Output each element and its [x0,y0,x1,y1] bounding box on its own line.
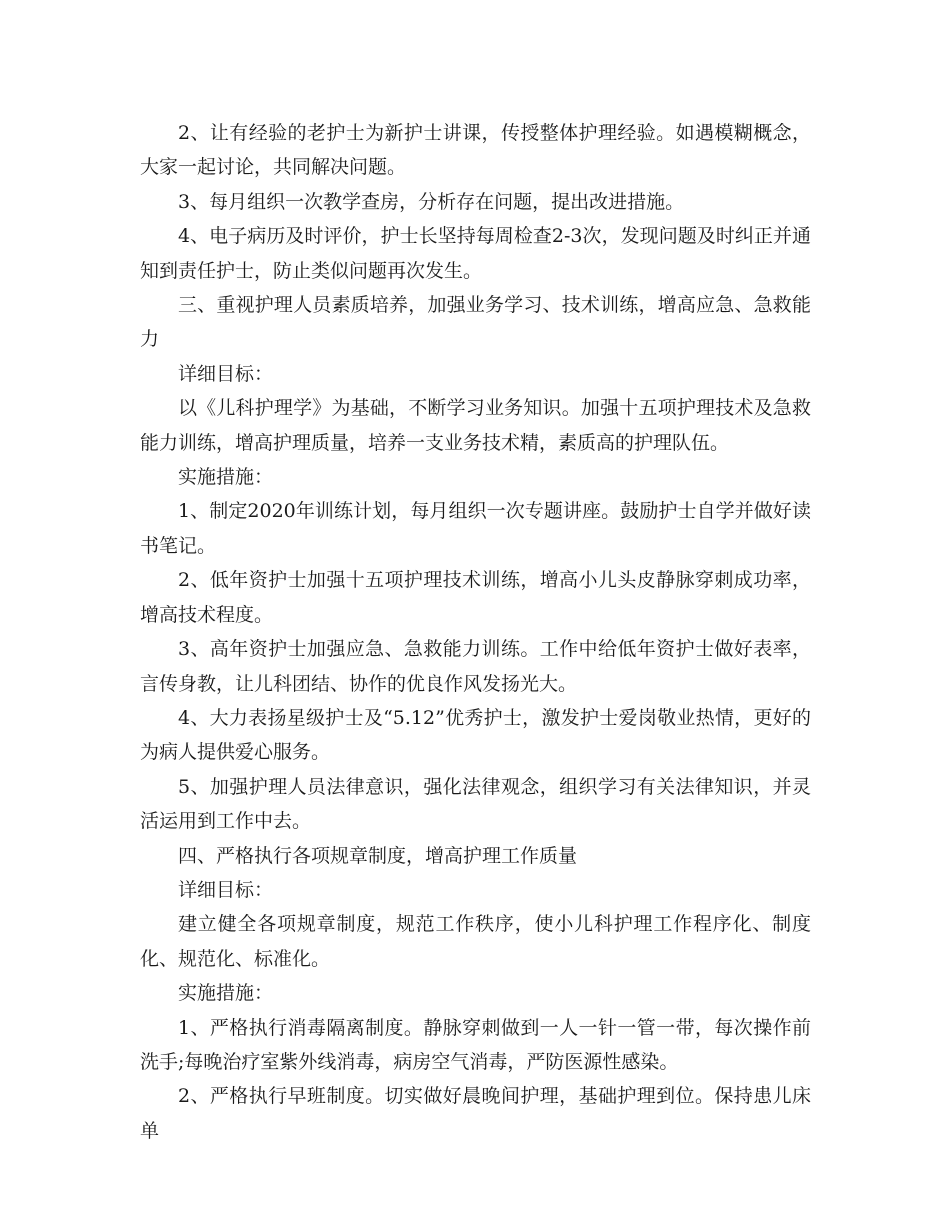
measure-5: 5、加强护理人员法律意识，强化法律观念，组织学习有关法律知识，并灵活运用到工作中去。 [140,775,811,833]
paragraph-goal-text-2: 建立健全各项规章制度，规范工作秩序，使小儿科护理工作程序化、制度化、规范化、标准化。 [140,913,811,970]
subheading-goal: 详细目标： [178,362,274,385]
paragraph-2: 3、每月组织一次教学查房，分析存在问题，提出改进措施。 [178,190,685,213]
measure-2: 2、低年资护士加强十五项护理技术训练，增高小儿头皮静脉穿刺成功率，增高技术程度。 [140,569,811,626]
document-body [140,116,811,1148]
section-heading-4: 四、严格执行各项规章制度，增高护理工作质量 [178,844,578,867]
paragraph-1: 2、让有经验的老护士为新护士讲课，传授整体护理经验。如遇模糊概念，大家一起讨论，共同解决问题。 [140,122,811,179]
measure-2-2: 2、严格执行早班制度。切实做好晨晚间护理，基础护理到位。保持患儿床单 [140,1085,811,1142]
measure-1: 1、制定2020年训练计划，每月组织一次专题讲座。鼓励护士自学并做好读书笔记。 [140,500,811,557]
paragraph-3: 4、电子病历及时评价，护士长坚持每周检查2-3次，发现问题及时纠正并通知到责任护士，防止类似问题再次发生。 [140,225,811,282]
section-heading-3: 三、重视护理人员素质培养，加强业务学习、技术训练，增高应急、急救能力 [140,294,811,351]
subheading-measures: 实施措施： [178,466,274,489]
subheading-goal-2: 详细目标： [178,878,274,901]
measure-3: 3、高年资护士加强应急、急救能力训练。工作中给低年资护士做好表率，言传身教，让儿科团结、协作的优良作风发扬光大。 [140,638,811,695]
paragraph-goal-text: 以《儿科护理学》为基础，不断学习业务知识。加强十五项护理技术及急救能力训练，增高护理质量，培养一支业务技术精，素质高的护理队伍。 [140,397,811,454]
measure-4: 4、大力表扬星级护士及“5.12”优秀护士，激发护士爱岗敬业热情，更好的为病人提供爱心服务。 [140,706,811,764]
subheading-measures-2: 实施措施： [178,982,274,1005]
measure-2-1: 1、严格执行消毒隔离制度。静脉穿刺做到一人一针一管一带，每次操作前洗手;每晚治疗室紫外线消毒，病房空气消毒，严防医源性感染。 [140,1016,811,1073]
